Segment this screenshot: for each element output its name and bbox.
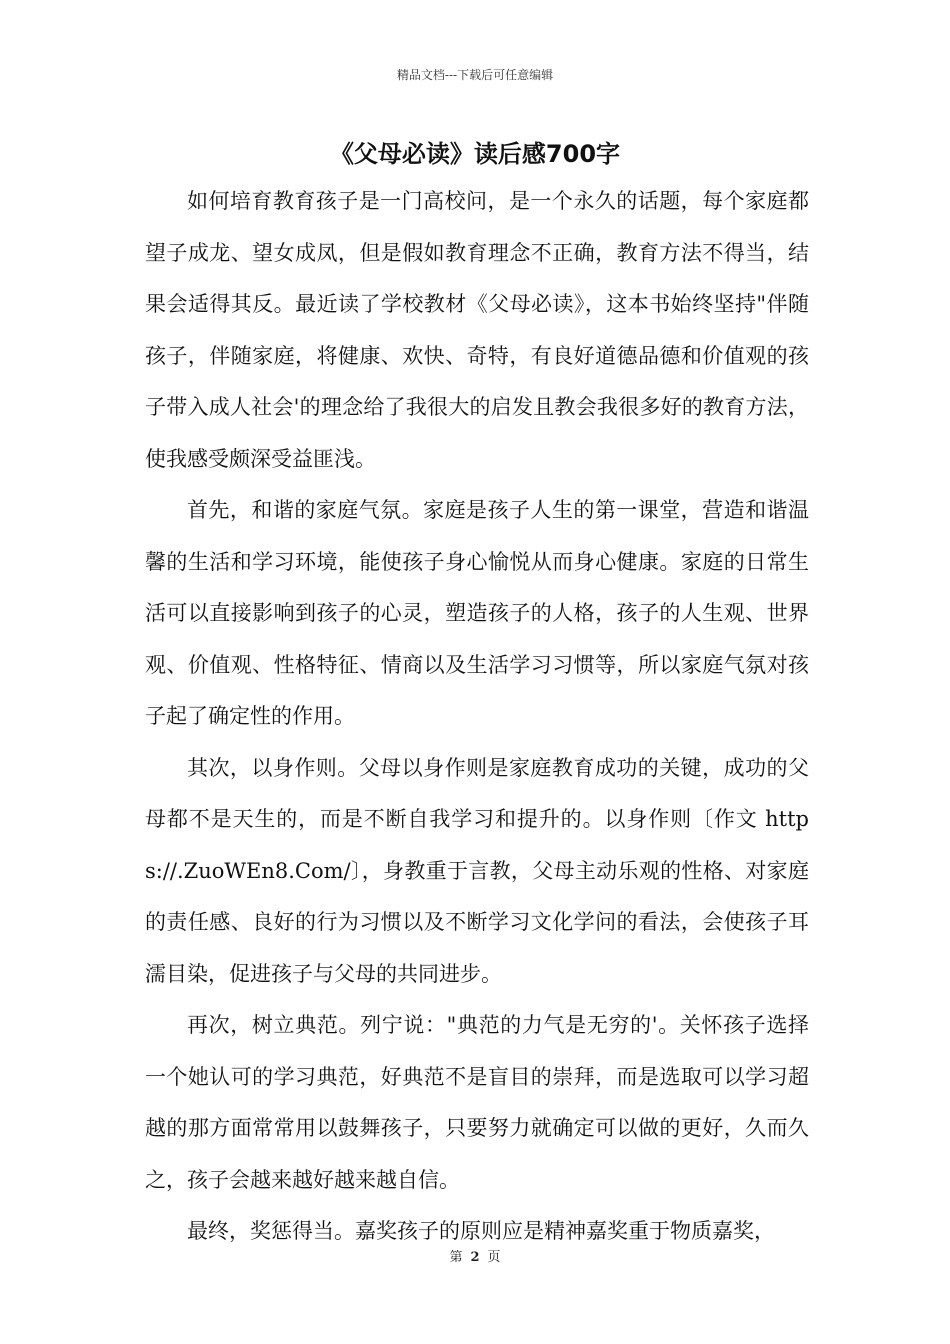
document-title: 《父母必读》读后感700字 (329, 140, 621, 168)
paragraph-lead-by-example: 其次，以身作则。父母以身作则是家庭教育成功的关键，成功的父母都不是天生的，而是不断自我学习和提升的。以身作则〔作文 https://.ZuoWEn8.Com/〕，身教重于言教，父母主动乐观的性格、对家庭的责任感、良好的行为习惯以及不断学习文化学问的看法，会使孩子耳濡目染，促进孩子与父母的共同进步。 (145, 755, 809, 986)
page-header: 精品文档---下载后可任意编辑 (396, 68, 554, 82)
document-body (145, 176, 809, 1258)
paragraph-intro: 如何培育教育孩子是一门高校问，是一个永久的话题，每个家庭都望子成龙、望女成凤，但是假如教育理念不正确，教育方法不得当，结果会适得其反。最近读了学校教材《父母必读》，这本书始终坚持"伴随孩子，伴随家庭，将健康、欢快、奇特，有良好道德品德和价值观的孩子带入成人社会'的理念给了我很大的启发且教会我很多好的教育方法，使我感受颇深受益匪浅。 (145, 189, 809, 471)
page-footer (0, 1246, 950, 1265)
paragraph-reward-punishment: 最终，奖惩得当。嘉奖孩子的原则应是精神嘉奖重于物质嘉奖， (187, 1219, 775, 1243)
paragraph-role-model: 再次，树立典范。列宁说："典范的力气是无穷的'。关怀孩子选择一个她认可的学习典范，好典范不是盲目的崇拜，而是选取可以学习超越的那方面常常用以鼓舞孩子，只要努力就确定可以做的更好，久而久之，孩子会越来越好越来越自信。 (145, 1013, 809, 1192)
paragraph-family-atmosphere: 首先，和谐的家庭气氛。家庭是孩子人生的第一课堂，营造和谐温馨的生活和学习环境，能使孩子身心愉悦从而身心健康。家庭的日常生活可以直接影响到孩子的心灵，塑造孩子的人格，孩子的人生观、世界观、价值观、性格特征、情商以及生活学习习惯等，所以家庭气氛对孩子起了确定性的作用。 (145, 498, 809, 728)
footer-prefix: 第 (449, 1250, 463, 1265)
page-number: 2 (470, 1250, 480, 1265)
footer-suffix: 页 (487, 1250, 501, 1265)
